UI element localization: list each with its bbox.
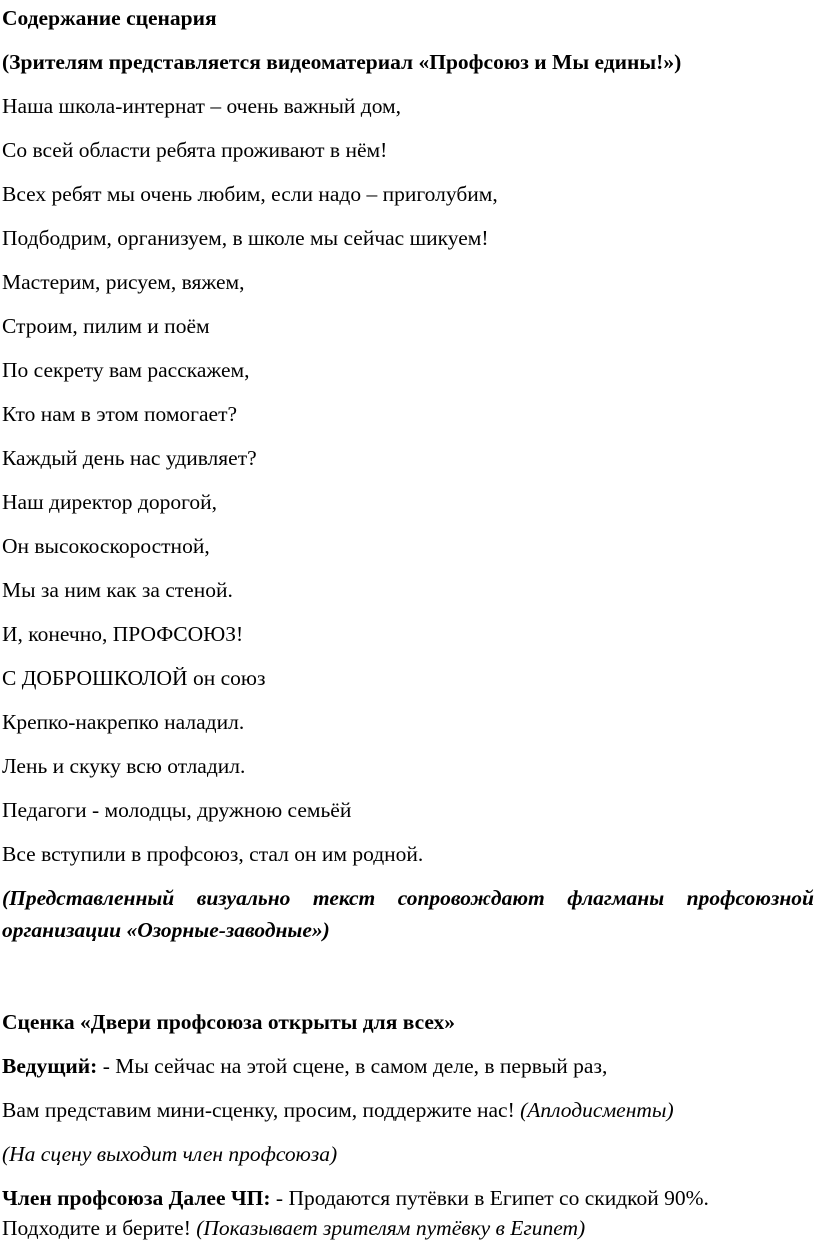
poem-line: Со всей области ребята проживают в нём!	[2, 138, 388, 162]
poem-line: Кто нам в этом помогает?	[2, 402, 238, 426]
stage-remark-line-1: (Представленный визуально текст сопровождают флагманы профсоюзной	[2, 886, 814, 910]
poem-line: Педагоги - молодцы, дружною семьёй	[2, 798, 352, 822]
document-heading: Содержание сценария	[2, 6, 217, 30]
member-label: Член профсоюза Далее ЧП:	[2, 1186, 271, 1210]
member-line-2	[2, 1216, 585, 1240]
poem-line: Крепко-накрепко наладил.	[2, 710, 245, 734]
member-line-1	[2, 1186, 709, 1210]
poem-line: Лень и скуку всю отладил.	[2, 754, 246, 778]
member-action-note: (Показывает зрителям путёвку в Египет)	[196, 1216, 586, 1240]
poem-line: И, конечно, ПРОФСОЮЗ!	[2, 622, 244, 646]
poem-line: Всех ребят мы очень любим, если надо – приголубим,	[2, 182, 498, 206]
poem-line: Мастерим, рисуем, вяжем,	[2, 270, 245, 294]
poem-line: Он высокоскоростной,	[2, 534, 210, 558]
host-label: Ведущий:	[2, 1054, 98, 1078]
poem-line: Подбодрим, организуем, в школе мы сейчас шикуем!	[2, 226, 489, 250]
applause-note: (Аплодисменты)	[520, 1098, 674, 1122]
poem-line: С ДОБРОШКОЛОЙ он союз	[2, 666, 266, 690]
poem-line: Строим, пилим и поём	[2, 314, 210, 338]
host-line-1	[2, 1054, 607, 1078]
poem-line: По секрету вам расскажем,	[2, 358, 250, 382]
member-text-2: Подходите и берите!	[2, 1216, 197, 1240]
enter-note: (На сцену выходит член профсоюза)	[2, 1142, 338, 1166]
poem-line: Каждый день нас удивляет?	[2, 446, 257, 470]
poem-line: Мы за ним как за стеной.	[2, 578, 233, 602]
scene-title: Сценка «Двери профсоюза открыты для всех»	[2, 1010, 456, 1034]
host-line-2	[2, 1098, 674, 1122]
poem-line: Наш директор дорогой,	[2, 490, 217, 514]
video-note: (Зрителям представляется видеоматериал «Профсоюз и Мы едины!»)	[2, 50, 682, 74]
member-text: - Продаются путёвки в Египет со скидкой 90%.	[270, 1186, 709, 1210]
poem-line: Все вступили в профсоюз, стал он им родной.	[2, 842, 424, 866]
host-text-2: Вам представим мини-сценку, просим, поддержите нас!	[2, 1098, 521, 1122]
host-text: - Мы сейчас на этой сцене, в самом деле, в первый раз,	[97, 1054, 608, 1078]
poem-line: Наша школа-интернат – очень важный дом,	[2, 94, 402, 118]
stage-remark-line-2: организации «Озорные-заводные»)	[2, 918, 330, 942]
